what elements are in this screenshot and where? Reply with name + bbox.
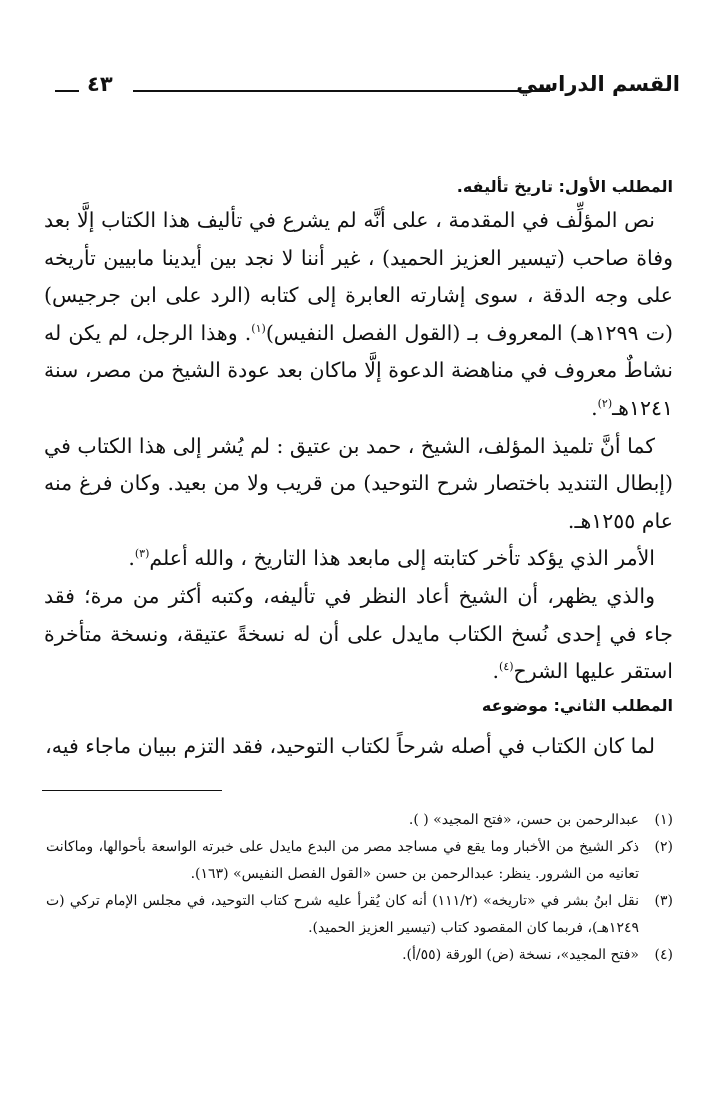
footnotes	[46, 807, 673, 969]
paragraph-4-text: والذي يظهر، أن الشيخ أعاد النظر في تأليفه، وكتبه أكثر من مرة؛ فقد جاء في إحدى نُسخ الكتاب مايدل على أن له نسخةً عتيقة، ونسخة متأخرة استقر عليها الشرح	[44, 583, 673, 684]
footnote-text: «فتح المجيد»، نسخة (ض) الورقة (٥٥/أ).	[402, 947, 639, 963]
footnote-ref-3[interactable]: (٣)	[134, 547, 150, 561]
section-2	[44, 693, 673, 719]
footnote-3	[46, 888, 673, 942]
footnote-separator	[42, 790, 222, 791]
section-2-body	[44, 728, 673, 766]
footnote-number: (٢)	[654, 839, 673, 855]
footnote-text: نقل ابنُ بشر في «تاريخه» (١١١/٢) أنه كان يُقرأ عليه شرح كتاب التوحيد، في مجلس الإمام تركي (ت ١٢٤٩هـ)، فربما كان المقصود كتاب (تيسير العزيز الحميد).	[46, 893, 640, 936]
header-rule	[133, 90, 550, 92]
footnote-text: ذكر الشيخ من الأخبار وما يقع في مساجد مصر من البدع مايدل على خبرته الواسعة بأحوالها، وماكانت تعانيه من الشرور. ينظر: عبدالرحمن بن حسن «القول الفصل النفيس» (١٦٣).	[46, 839, 639, 882]
section-heading-1: المطلب الأول: تاريخ تأليفه.	[456, 177, 673, 196]
footnote-ref-4[interactable]: (٤)	[499, 660, 514, 674]
footnote-4	[46, 942, 673, 969]
paragraph-3-text: الأمر الذي يؤكد تأخر كتابته إلى مابعد هذا التاريخ ، والله أعلم	[149, 546, 655, 571]
paragraph-5	[44, 728, 673, 766]
paragraph-1-text: نص المؤلِّف في المقدمة ، على أنَّه لم يشرع في تأليف هذا الكتاب إلَّا بعد وفاة صاحب (تيسير العزيز الحميد) ، غير أننا لا نجد بين أيدينا مابيين تأريخه على وجه الدقة ، سوى إشارته العابرة إلى كتابه (الرد على ابن جرجيس) (ت ١٢٩٩هـ) المعروف بـ (القول الفصل النفيس)	[44, 208, 673, 345]
footnote-1	[46, 807, 673, 834]
footnote-number: (١)	[654, 812, 673, 828]
footnote-number: (٣)	[654, 893, 673, 909]
running-header	[55, 70, 680, 98]
footnote-ref-1[interactable]: (١)	[251, 321, 266, 335]
paragraph-5-text: لما كان الكتاب في أصله شرحاً لكتاب التوحيد، فقد التزم ببيان ماجاء فيه،	[45, 734, 655, 758]
paragraph-4	[44, 578, 673, 691]
paragraph-2	[44, 428, 673, 541]
footnote-2	[46, 834, 673, 888]
section-heading-2: المطلب الثاني: موضوعه	[481, 696, 673, 715]
paragraph-3-text-b: .	[128, 546, 135, 571]
footnote-text: عبدالرحمن بن حسن، «فتح المجيد» ( ).	[408, 812, 639, 828]
section-title: القسم الدراسي	[516, 72, 680, 96]
main-text	[44, 174, 673, 691]
paragraph-3	[44, 540, 673, 578]
paragraph-1-text-c: .	[591, 395, 598, 420]
paragraph-2-text: كما أنَّ تلميذ المؤلف، الشيخ ، حمد بن عتيق : لم يُشر إلى هذا الكتاب في (إبطال التنديد باختصار شرح التوحيد) من قريب ولا من بعيد. وكان فرغ منه عام ١٢٥٥هـ.	[44, 433, 673, 533]
footnote-ref-2[interactable]: (٢)	[597, 396, 613, 410]
page-number: ٤٣	[87, 72, 113, 96]
paragraph-1-text-b: . وهذا الرجل، لم يكن له نشاطٌ معروف في مناهضة الدعوة إلَّا ماكان بعد عودة الشيخ من مصر، سنة ١٢٤١هـ	[44, 320, 673, 420]
paragraph-1	[44, 202, 673, 428]
paragraph-4-text-b: .	[492, 659, 500, 684]
footnote-number: (٤)	[654, 947, 673, 963]
page-number-dash	[55, 90, 79, 92]
